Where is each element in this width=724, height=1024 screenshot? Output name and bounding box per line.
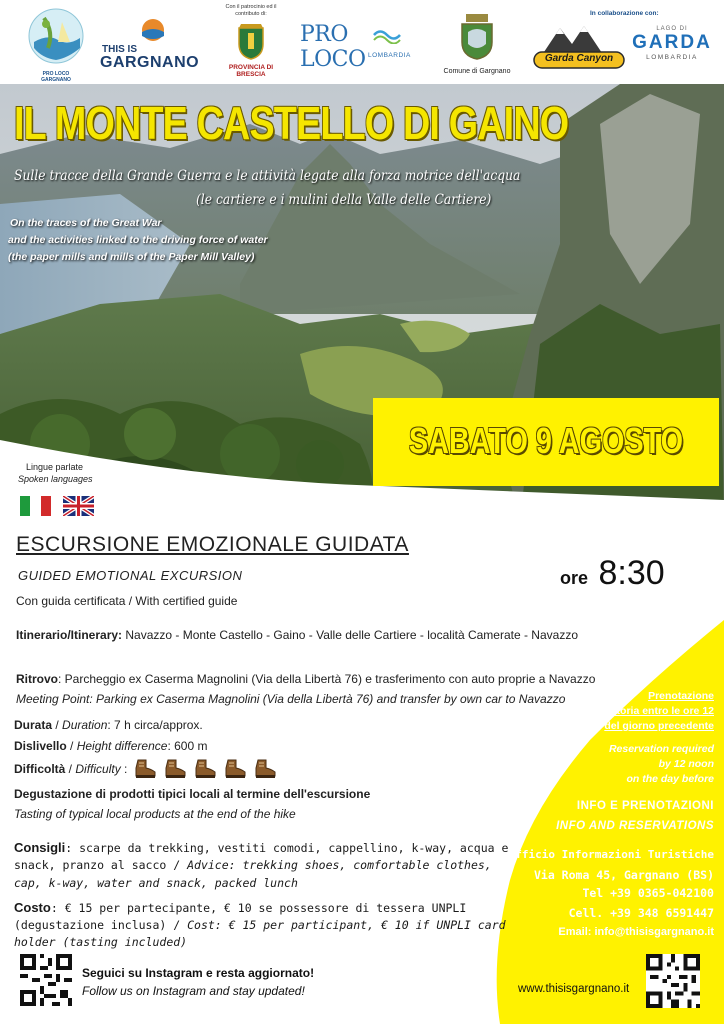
cost-text-2b: Cost: € 15 per participant, € 10 if UNPLI card [187, 918, 506, 932]
office-address: Via Roma 45, Gargnano (BS) [533, 868, 714, 882]
subtitle-en-2: and the activities linked to the driving force of water [8, 234, 268, 246]
tasting-en-line: Tasting of typical local products at the end of the hike [14, 807, 296, 821]
provincia-logo [218, 4, 284, 82]
excursion-heading-en: GUIDED EMOTIONAL EXCURSION [18, 568, 243, 583]
instagram-qr-code[interactable] [20, 954, 72, 1006]
garda-lombardia-label: LOMBARDIA [646, 54, 698, 61]
booking-en-1: Reservation required [608, 743, 714, 755]
hiking-boot-icon [163, 759, 187, 779]
provincia-label: PROVINCIA DI BRESCIA [228, 64, 274, 78]
pro-loco-gargnano-logo [28, 8, 84, 83]
itinerary-line [16, 628, 578, 642]
advice-text-2b: Advice: trekking shoes, comfortable clothes, [187, 858, 492, 872]
height-label: Dislivello [14, 739, 67, 753]
subtitle-it-2: (le cartiere e i mulini della Valle delle Cartiere) [196, 192, 492, 208]
pro-loco-gargnano-label: PRO LOCO GARGNANO [41, 71, 71, 83]
duration-label: Durata [14, 718, 53, 732]
header [0, 0, 724, 84]
pro-loco-lombardia-logo [298, 22, 418, 72]
height-en-label: Height difference [76, 739, 168, 753]
cost-text-1: : € 15 per partecipante, € 10 se possessore di tessera UNPLI [50, 901, 467, 915]
this-is-gargnano-logo [98, 18, 206, 74]
height-value: : 600 m [167, 739, 208, 753]
meeting-label: Ritrovo [16, 672, 58, 686]
lombardia-label: LOMBARDIA [368, 52, 411, 59]
guide-line: Con guida certificata / With certified guide [16, 594, 238, 608]
collaborazione-label: In collaborazione con: [590, 10, 659, 17]
subtitle-en-3: (the paper mills and mills of the Paper Mill Valley) [8, 251, 255, 263]
meeting-value: : Parcheggio ex Caserma Magnolini (Via della Libertà 76) e trasferimento con auto proprie a Navazzo [58, 672, 596, 686]
difficulty-boots [133, 759, 277, 779]
advice-line-2 [14, 858, 492, 872]
languages-label-it: Lingue parlate [26, 462, 84, 472]
website-link[interactable]: www.thisisgargnano.it [518, 983, 630, 995]
meeting-en-line: Meeting Point: Parking ex Caserma Magnolini (Via della Libertà 76) and transfer by own car to Navazzo [16, 692, 566, 706]
cost-line-2 [14, 918, 506, 932]
cost-label: Costo [14, 900, 51, 915]
itinerary-label: Itinerario/Itinerary: [16, 628, 123, 642]
advice-label: Consigli [14, 840, 66, 855]
advice-line-1 [14, 840, 508, 855]
comune-logo [440, 14, 514, 80]
excursion-heading: ESCURSIONE EMOZIONALE GUIDATA [16, 533, 409, 556]
instagram-text-en: Follow us on Instagram and stay updated! [82, 984, 305, 998]
difficulty-label: Difficoltà [14, 762, 66, 776]
advice-text-2a: snack, pranzo al sacco / [14, 858, 188, 872]
booking-line-1: Prenotazione [648, 690, 714, 702]
subtitle-en-1: On the traces of the Great War [10, 217, 162, 229]
instagram-text-it: Seguici su Instagram e resta aggiornato! [82, 966, 315, 980]
office-cell: Cell. +39 348 6591447 [568, 906, 714, 920]
italian-flag-icon [20, 496, 51, 516]
subtitle-it-1: Sulle tracce della Grande Guerra e le attività legate alla forza motrice dell'acqua [14, 168, 521, 184]
office-name: Ufficio Informazioni Turistiche [508, 848, 714, 861]
tasting-line: Degustazione di prodotti tipici locali al termine dell'escursione [14, 787, 371, 801]
info-heading-it: INFO E PRENOTAZIONI [576, 800, 714, 812]
cost-text-2a: (degustazione inclusa) / [14, 918, 188, 932]
office-email: Email: info@thisisgargnano.it [558, 926, 714, 938]
duration-en-label: Duration [62, 718, 108, 732]
lago-di-label: LAGO DI [656, 26, 688, 32]
meeting-line [16, 672, 595, 686]
comune-label: Comune di Gargnano [443, 68, 511, 75]
cost-line-3: holder (tasting included) [14, 935, 188, 949]
hiking-boot-icon [223, 759, 247, 779]
advice-text-1: : scarpe da trekking, vestiti comodi, cappellino, k-way, acqua e [65, 841, 509, 855]
height-line: Dislivello / Height difference: 600 m [14, 739, 208, 753]
office-tel: Tel +39 0365-042100 [582, 886, 714, 900]
time-label: ore [560, 568, 589, 588]
uk-flag-icon [63, 496, 94, 516]
duration-value: : 7 h circa/approx. [107, 718, 203, 732]
booking-en-2: by 12 noon [658, 758, 714, 770]
languages-label-en: Spoken languages [18, 474, 93, 484]
this-is-label: THIS IS [102, 44, 138, 55]
hiking-boot-icon [193, 759, 217, 779]
itinerary-value: Navazzo - Monte Castello - Gaino - Valle delle Cartiere - località Camerate - Navazzo [122, 628, 578, 642]
lago-di-garda-logo [632, 26, 712, 68]
booking-line-2: obbligatoria entro le ore 12 [579, 705, 714, 717]
hiking-boot-icon [133, 759, 157, 779]
booking-line-3: del giorno precedente [604, 720, 714, 732]
website-qr-code[interactable] [646, 954, 700, 1008]
page-title: IL MONTE CASTELLO DI GAINO [14, 97, 569, 149]
difficulty-line: Difficoltà / Difficulty : [14, 759, 277, 779]
event-date: SABATO 9 AGOSTO [408, 420, 684, 461]
advice-line-3: cap, k-way, water and snack, packed lunch [14, 876, 298, 890]
cost-line-1 [14, 900, 466, 915]
garda-label: GARDA [632, 32, 712, 53]
garda-canyon-label: Garda Canyon [544, 53, 614, 64]
difficulty-en-label: Difficulty [75, 762, 121, 776]
start-time [560, 554, 665, 593]
booking-en-3: on the day before [626, 773, 714, 785]
garda-canyon-logo [530, 22, 628, 74]
duration-line: Durata / Duration: 7 h circa/approx. [14, 718, 203, 732]
info-heading-en: INFO AND RESERVATIONS [556, 820, 714, 832]
gargnano-label: GARGNANO [100, 54, 200, 71]
patrocinio-label: Con il patrocinio ed il contributo di: [225, 4, 277, 17]
hiking-boot-icon [253, 759, 277, 779]
pro-loco-big-label: PRO LOCO [300, 22, 366, 72]
time-value: 8:30 [598, 554, 665, 592]
